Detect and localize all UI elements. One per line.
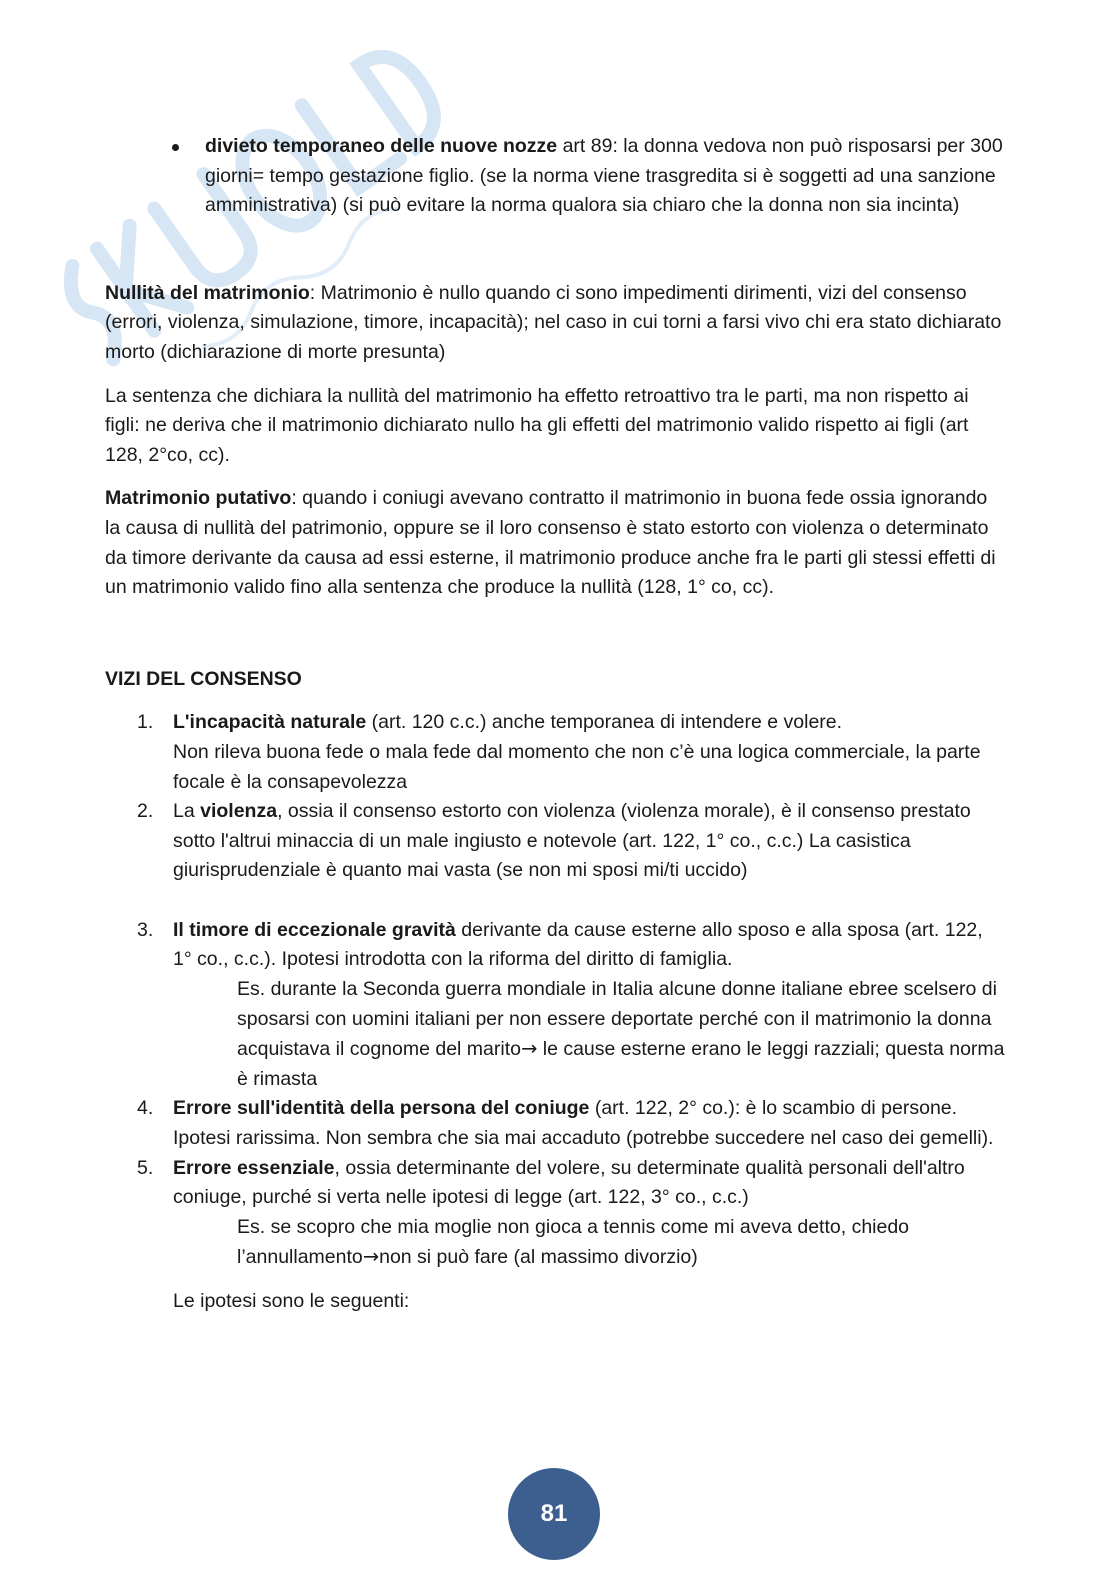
list-number: 1. [137,711,154,734]
list-item-1 [105,708,1005,797]
bullet-dot [172,144,179,151]
arrow-right-icon: → [362,1245,380,1269]
list-item-body: , ossia il consenso estorto con violenza (violenza morale), è il consenso prestato sotto l'altrui minaccia di un male ingiusto e notevole (art. 122, 1° co., c.c.) La casistica giurisprudenziale è quanto mai vasta (se non mi sposi mi/ti uccido) [173,800,971,882]
list-item-body: , ossia determinante del volere, su determinate qualità personali dell'altro coniuge, purché si verta nelle ipotesi di legge (art. 122, 3° co., c.c.) [173,1156,965,1209]
sentenza-paragraph: La sentenza che dichiara la nullità del matrimonio ha effetto retroattivo tra le parti, ma non rispetto ai figli: ne deriva che il matrimonio dichiarato nullo ha gli effetti del matrimonio valido rispetto ai figli (art 128, 2°co, cc). [105,384,969,466]
list-item-body: (art. 122, 2° co.): è lo scambio di persone. Ipotesi rarissima. Non sembra che sia mai accaduto (potrebbe succedere nel caso dei gemelli). [173,1097,994,1150]
nullita-paragraph [105,279,1005,368]
section-heading: VIZI DEL CONSENSO [105,667,302,690]
list-item-text [173,1094,1005,1153]
list-number: 4. [137,1097,154,1120]
putativo-paragraph [105,484,1005,602]
list-item-bold: Errore sull'identità della persona del coniuge [173,1097,590,1120]
list-item-bold: L'incapacità naturale [173,711,367,734]
nullita-title: Nullità del matrimonio [105,281,310,304]
document-body [105,132,1005,1317]
list-item-text [173,916,1005,975]
example-text: Es. se scopro che mia moglie non gioca a tennis come mi aveva detto, chiedo l’annullamento [237,1215,910,1269]
list-item-body: derivante da cause esterne allo sposo e alla sposa (art. 122, 1° co., c.c.). Ipotesi introdotta con la riforma del diritto di famiglia. [173,918,983,971]
list-item-text [173,1154,1005,1213]
list-item-bold: violenza [200,800,278,823]
list-item-text [173,708,1005,738]
bullet-bold: divieto temporaneo delle nuove nozze [205,135,558,157]
example-paragraph-3 [105,975,1005,1094]
list-item-4 [105,1094,1005,1153]
nullita-text: : Matrimonio è nullo quando ci sono impedimenti dirimenti, vizi del consenso (errori, violenza, simulazione, timore, incapacità); nel caso in cui torni a farsi vivo chi era stato dichiarato morto (dichiarazione di morte presunta) [105,281,1002,363]
list-item-line2: Non rileva buona fede o mala fede dal momento che non c’è una logica commerciale, la parte focale è la consapevolezza [173,740,981,793]
example-paragraph-5 [105,1213,1005,1273]
list-item-prefix: La [173,800,201,823]
arrow-right-icon: → [520,1037,538,1061]
list-item-bold: Il timore di eccezionale gravità [173,918,456,941]
bullet-text [100,132,1005,221]
bullet-item [0,132,1005,221]
closing-line: Le ipotesi sono le seguenti: [173,1290,410,1312]
list-item-bold: Errore essenziale [173,1156,335,1179]
list-number: 3. [137,918,154,941]
list-item-2 [105,797,1005,886]
putativo-text: : quando i coniugi avevano contratto il matrimonio in buona fede ossia ignorando la causa di nullità del patrimonio, oppure se il loro consenso è stato estorto con violenza o determinato da timore derivante da causa ad essi esterne, il matrimonio produce anche fra le parti gli stessi effetti di un matrimonio valido fino alla sentenza che produce la nullità (128, 1° co, cc). [105,487,996,599]
list-number: 5. [137,1156,154,1179]
putativo-title: Matrimonio putativo [105,487,292,510]
example-text-post: non si può fare (al massimo divorzio) [379,1246,698,1269]
bullet-body: art 89: la donna vedova non può risposarsi per 300 giorni= tempo gestazione figlio. (se la norma viene trasgredita si è soggetti ad una sanzione amministrativa) (si può evitare la norma qualora sia chiaro che la donna non sia incinta) [205,135,1003,217]
list-number: 2. [137,800,154,823]
page-number-badge: 81 [508,1468,600,1560]
list-item-5 [105,1154,1005,1213]
list-item-3 [105,916,1005,975]
example-text-post: le cause esterne erano le leggi razziali; questa norma è rimasta [237,1038,1005,1090]
list-item-body: (art. 120 c.c.) anche temporanea di intendere e volere. [366,711,843,734]
list-item-text [173,797,1005,886]
example-text: Es. durante la Seconda guerra mondiale in Italia alcune donne italiane ebree scelsero di sposarsi con uomini italiani per non essere deportate perché con il matrimonio la donna acquistava il cognome del marito [237,978,997,1061]
